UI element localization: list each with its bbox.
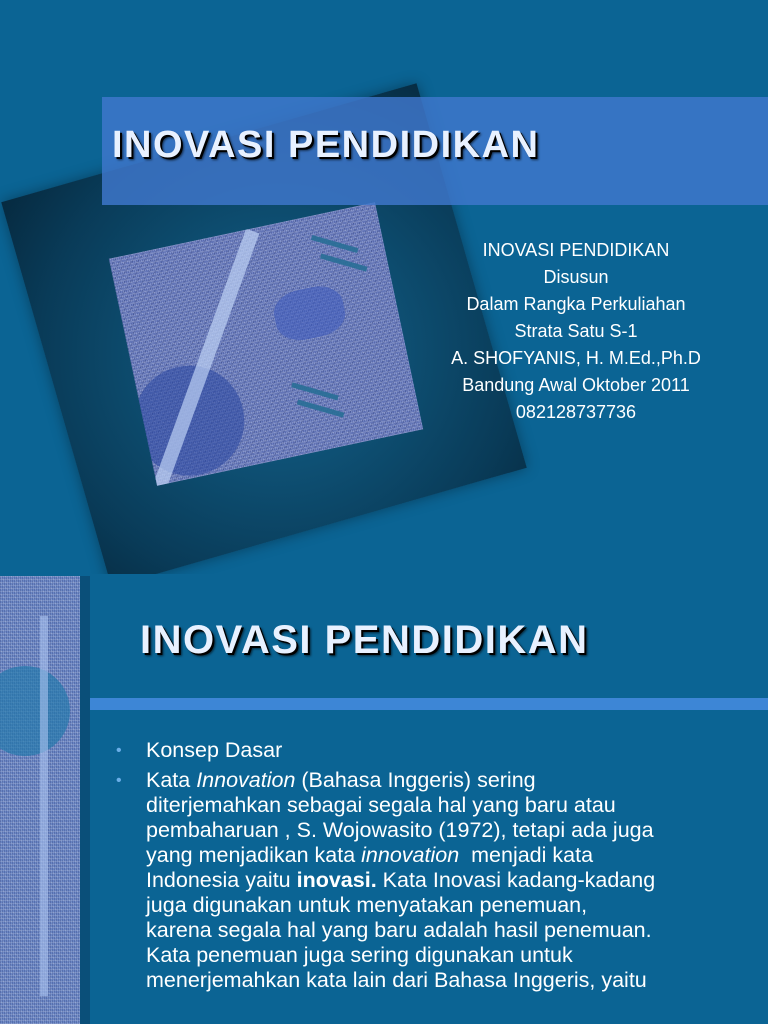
text-run: yang menjadikan kata [146,843,362,867]
slide-title: INOVASI PENDIDIKAN [112,124,540,166]
text-run: menerjemahkan kata lain dari Bahasa Inggeris, yaitu [146,968,647,992]
text-run: Kata [146,768,197,792]
decorative-dash [311,235,359,253]
text-run: diterjemahkan sebagai segala hal yang baru atau [146,793,616,817]
subtitle-line: A. SHOFYANIS, H. M.Ed.,Ph.D [451,348,701,368]
text-run: Innovation [196,768,296,792]
decorative-dash [297,400,345,418]
bullet-marker: • [116,742,122,759]
bullet-marker: • [116,772,122,789]
bullet-text-line [146,943,762,968]
title-underline-band [90,698,768,710]
bullet-text-line [146,768,762,793]
bullet-text-line [146,893,762,918]
subtitle-line: INOVASI PENDIDIKAN [482,240,670,260]
decorative-dash [291,382,339,400]
text-run: Konsep Dasar [146,738,283,762]
bullet-item [112,738,762,763]
slide-title: INOVASI PENDIDIKAN [140,618,589,662]
text-run: karena segala hal yang baru adalah hasil penemuan. [146,918,652,942]
decorative-divider [80,576,90,1024]
decorative-blob [270,282,349,345]
bullet-text-line [146,843,762,868]
bullet-text-line [146,818,762,843]
text-run: innovation [361,843,460,867]
subtitle-block [384,237,768,426]
text-run: Indonesia yaitu [146,868,297,892]
text-run: (Bahasa Inggeris) sering [295,768,536,792]
content-slide [0,574,768,1024]
bullet-item [112,768,762,993]
text-run: juga digunakan untuk menyatakan penemuan, [146,893,588,917]
subtitle-line: 082128737736 [515,402,637,422]
text-run: inovasi. [296,868,377,892]
subtitle-line: Bandung Awal Oktober 2011 [462,375,690,395]
bullet-text-line [146,738,762,763]
text-run: menjadi kata [459,843,594,867]
subtitle-line: Disusun [543,267,609,287]
decorative-dash [320,254,368,272]
text-run: Kata Inovasi kadang-kadang [376,868,656,892]
decorative-side-strip [0,576,90,1024]
text-run: Kata penemuan juga sering digunakan untuk [146,943,573,967]
bullet-text-line [146,868,762,893]
bullet-list [112,738,762,998]
decorative-circle [0,666,70,756]
text-run: pembaharuan , S. Wojowasito (1972), tetapi ada juga [146,818,654,842]
bullet-text-line [146,918,762,943]
bullet-text-line [146,793,762,818]
subtitle-line: Dalam Rangka Perkuliahan [466,294,686,314]
decorative-line [40,616,48,996]
bullet-text-line [146,968,762,993]
subtitle-line: Strata Satu S-1 [514,321,638,341]
